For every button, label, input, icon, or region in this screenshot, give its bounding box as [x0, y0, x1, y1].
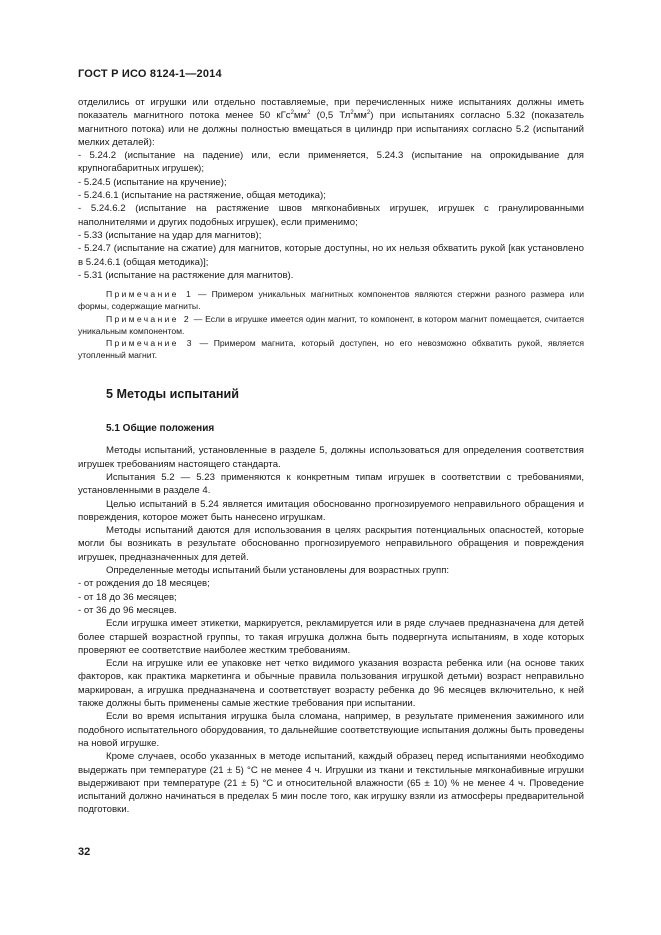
test-list-item: - 5.33 (испытание на удар для магнитов); [78, 229, 262, 241]
intro-text-5: ) при испытаниях согласно 5.32 (показатель магнитного потока) или не должны полностью вмещаться в цилиндр при испытаниях согласно 5.2 (испытаний мелких деталей): [78, 110, 585, 148]
paragraph: Если игрушка имеет этикетки, маркируется, рекламируется или в ряде случаев предназначена для детей более старшей возрастной группы, то такая игрушка должна быть подвергнута испытаниям, в ходе которых проверяют ее соответствие наиболее жестким требованиям. [78, 618, 584, 656]
intro-paragraph [78, 96, 584, 149]
intro-sup-1: 2 [290, 110, 294, 117]
paragraph: Методы испытаний, установленные в разделе 5, должны использоваться для определения соответствия игрушек требованиям настоящего стандарта. [78, 445, 584, 470]
paragraph: Методы испытаний даются для использования в целях раскрытия потенциальных опасностей, которые могли бы возникать в результате обоснованно прогнозируемого неправильного обращения и повреждения игрушек, предназначенных для детей. [78, 525, 584, 563]
test-list-item: - 5.24.2 (испытание на падение) или, если применяется, 5.24.3 (испытание на опрокидывание для крупногабаритных игрушек); [78, 150, 584, 175]
test-list-item: - 5.24.5 (испытание на кручение); [78, 176, 227, 188]
paragraph: Если на игрушке или ее упаковке нет четко видимого указания возраста ребенка или (на основе таких факторов, как практика маркетинга и обычные правила пользования игрушкой детьми) возраст неправильно маркирован, а игрушка предназначена и соответствует возрасту ребенка до 96 месяцев включительно, к ней также должны быть применены самые жесткие требования при испытании. [78, 658, 584, 710]
age-list-item: - от рождения до 18 месяцев; [78, 578, 210, 590]
paragraph: Кроме случаев, особо указанных в методе испытаний, каждый образец перед испытаниями необходимо выдержать при температуре (21 ± 5) °С не менее 4 ч. Игрушки из ткани и текстильные мягконабивные игрушки выдерживают при температуре (21 ± 5) °С и относительной влажности (65 ± 10) % не менее 4 ч. Проведение испытаний должно начинаться в пределах 5 мин после того, как игрушку взяли из атмосферы предварительной подготовки. [78, 751, 584, 816]
subsection-title: 5.1 Общие положения [106, 423, 215, 435]
intro-sup-4: 2 [366, 110, 371, 117]
note-text: — Примером уникальных магнитных компонентов являются стержни разного размера или формы, содержащие магниты. [78, 289, 584, 312]
intro-sup-2: 2 [307, 110, 311, 117]
intro-text-3: (0,5 Тл [310, 110, 351, 122]
test-list-item: - 5.24.7 (испытание на сжатие) для магнитов, которые доступны, но их нельзя обхватить рукой [как установлено в 5.24.6.1 (общая методика)]; [78, 243, 584, 268]
age-list-item: - от 36 до 96 месяцев. [78, 604, 177, 616]
note-text: — Примером магнита, который доступен, но его невозможно обхватить рукой, является утопленный магнит. [78, 337, 584, 361]
note-1 [78, 288, 584, 312]
intro-text-1: отделились от игрушки или отдельно поставляемые, при перечисленных ниже испытаниях должны иметь показатель магнитного потока менее 50 кГс [78, 97, 584, 122]
note-3 [78, 337, 584, 361]
note-label: Примечание 3 [106, 337, 194, 348]
age-list-item: - от 18 до 36 месяцев; [78, 591, 177, 603]
test-list-item: - 5.24.6.1 (испытание на растяжение, общая методика); [78, 190, 326, 202]
note-text: — Если в игрушке имеется один магнит, то компонент, в котором магнит помещается, считается уникальным компонентом. [78, 313, 584, 336]
paragraph: Испытания 5.2 — 5.23 применяются к конкретным типам игрушек в соответствии с требованиями, установленными в разделе 4. [78, 471, 584, 497]
test-list-item: - 5.24.6.2 (испытание на растяжение швов мягконабивных игрушек, игрушек с гранулированными наполнителями и других подобных игрушек), если применимо; [78, 203, 584, 228]
note-2 [78, 313, 584, 337]
document-body [78, 96, 584, 817]
intro-text-2: мм [293, 110, 308, 122]
test-list-item: - 5.31 (испытание на растяжение для магнитов). [78, 269, 294, 281]
intro-text-4: мм [353, 110, 367, 122]
paragraph: Если во время испытания игрушка была сломана, например, в результате применения зажимного или подобного испытательного оборудования, то дальнейшие соответствующие испытания должны быть проведены на новой игрушке. [78, 711, 584, 749]
paragraph: Целью испытаний в 5.24 является имитация обоснованно прогнозируемого неправильного обращения и повреждения, которое может быть нанесено игрушкам. [78, 498, 584, 523]
document-header: ГОСТ Р ИСО 8124-1—2014 [78, 68, 222, 80]
note-label: Примечание 2 [106, 313, 191, 324]
section-title: 5 Методы испытаний [106, 387, 239, 402]
page-number: 32 [78, 846, 91, 858]
note-label: Примечание 1 [106, 289, 194, 300]
intro-sup-3: 2 [350, 110, 354, 117]
paragraph: Определенные методы испытаний были установлены для возрастных групп: [106, 565, 450, 577]
